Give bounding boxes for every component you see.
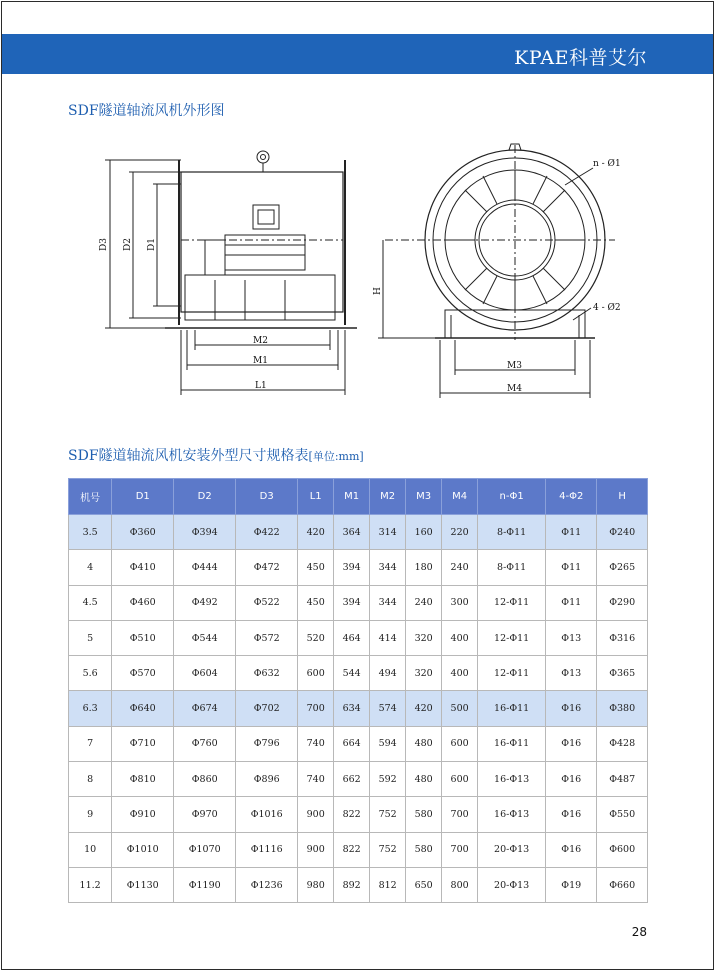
header-banner <box>2 34 713 74</box>
label-m1: M1 <box>253 356 268 366</box>
table-cell: 12-Φ11 <box>478 585 546 620</box>
label-n-phi1: n - Ø1 <box>593 159 621 169</box>
table-cell: Φ910 <box>112 797 174 832</box>
table-cell: 7 <box>69 726 112 761</box>
table-cell: 740 <box>298 726 334 761</box>
table-cell: 892 <box>334 867 370 902</box>
table-cell: 634 <box>334 691 370 726</box>
label-m4: M4 <box>507 384 522 394</box>
table-cell: Φ896 <box>236 762 298 797</box>
table-unit: [单位:mm] <box>308 450 364 463</box>
label-d2: D2 <box>123 238 133 251</box>
table-cell: 5.6 <box>69 656 112 691</box>
table-cell: 980 <box>298 867 334 902</box>
table-cell: Φ410 <box>112 550 174 585</box>
table-cell: Φ240 <box>597 515 648 550</box>
table-cell: Φ760 <box>174 726 236 761</box>
table-cell: 800 <box>442 867 478 902</box>
table-body <box>69 515 648 903</box>
table-title-text: SDF隧道轴流风机安装外型尺寸规格表 <box>68 448 309 464</box>
table-cell: 20-Φ13 <box>478 867 546 902</box>
label-d1: D1 <box>147 238 157 251</box>
table-cell: Φ1130 <box>112 867 174 902</box>
table-cell: 600 <box>442 762 478 797</box>
front-view <box>378 144 615 398</box>
table-cell: Φ11 <box>546 585 597 620</box>
table-cell: 500 <box>442 691 478 726</box>
label-d3: D3 <box>99 238 109 251</box>
table-cell: 300 <box>442 585 478 620</box>
table-cell: 594 <box>370 726 406 761</box>
table-row <box>69 762 648 797</box>
table-cell: 394 <box>334 550 370 585</box>
table-cell: Φ316 <box>597 620 648 655</box>
table-cell: Φ522 <box>236 585 298 620</box>
brand-name: KPAE科普艾尔 <box>514 47 647 69</box>
label-4-phi2: 4 - Ø2 <box>593 303 621 313</box>
table-cell: 822 <box>334 797 370 832</box>
table-cell: 180 <box>406 550 442 585</box>
table-cell: Φ19 <box>546 867 597 902</box>
table-row <box>69 656 648 691</box>
column-header: M4 <box>442 479 478 515</box>
table-cell: 16-Φ13 <box>478 762 546 797</box>
table-cell: 8-Φ11 <box>478 515 546 550</box>
column-header: D3 <box>236 479 298 515</box>
column-header: D2 <box>174 479 236 515</box>
table-cell: 320 <box>406 620 442 655</box>
table-cell: Φ444 <box>174 550 236 585</box>
table-cell: 6.3 <box>69 691 112 726</box>
table-cell: 400 <box>442 620 478 655</box>
table-cell: Φ544 <box>174 620 236 655</box>
table-cell: Φ632 <box>236 656 298 691</box>
table-cell: 520 <box>298 620 334 655</box>
table-cell: 20-Φ13 <box>478 832 546 867</box>
table-cell: 574 <box>370 691 406 726</box>
table-cell: Φ380 <box>597 691 648 726</box>
column-header: D1 <box>112 479 174 515</box>
table-cell: 314 <box>370 515 406 550</box>
table-cell: 414 <box>370 620 406 655</box>
table-cell: 544 <box>334 656 370 691</box>
table-cell: 450 <box>298 585 334 620</box>
table-cell: 464 <box>334 620 370 655</box>
table-cell: Φ16 <box>546 832 597 867</box>
drawing-title: SDF隧道轴流风机外形图 <box>68 103 225 119</box>
table-cell: 10 <box>69 832 112 867</box>
table-title <box>68 445 364 465</box>
table-cell: Φ422 <box>236 515 298 550</box>
column-header: n-Φ1 <box>478 479 546 515</box>
table-cell: 420 <box>406 691 442 726</box>
table-cell: 420 <box>298 515 334 550</box>
table-row <box>69 691 648 726</box>
column-header: 4-Φ2 <box>546 479 597 515</box>
table-cell: 400 <box>442 656 478 691</box>
table-cell: Φ1070 <box>174 832 236 867</box>
table-cell: 664 <box>334 726 370 761</box>
table-cell: Φ290 <box>597 585 648 620</box>
table-cell: 752 <box>370 797 406 832</box>
label-h: H <box>373 287 383 295</box>
table-cell: 11.2 <box>69 867 112 902</box>
table-cell: Φ460 <box>112 585 174 620</box>
table-cell: 900 <box>298 832 334 867</box>
table-cell: 12-Φ11 <box>478 620 546 655</box>
table-cell: Φ702 <box>236 691 298 726</box>
table-row <box>69 867 648 902</box>
fan-outline-drawing <box>95 140 655 405</box>
table-cell: Φ428 <box>597 726 648 761</box>
table-cell: Φ394 <box>174 515 236 550</box>
table-cell: Φ11 <box>546 515 597 550</box>
table-cell: 812 <box>370 867 406 902</box>
table-cell: Φ360 <box>112 515 174 550</box>
table-cell: 16-Φ11 <box>478 726 546 761</box>
table-cell: Φ810 <box>112 762 174 797</box>
table-cell: 12-Φ11 <box>478 656 546 691</box>
table-cell: 700 <box>442 832 478 867</box>
label-m3: M3 <box>507 361 522 371</box>
table-cell: 344 <box>370 585 406 620</box>
table-cell: Φ796 <box>236 726 298 761</box>
column-header: L1 <box>298 479 334 515</box>
table-cell: Φ550 <box>597 797 648 832</box>
table-cell: 4 <box>69 550 112 585</box>
table-cell: 822 <box>334 832 370 867</box>
column-header: M1 <box>334 479 370 515</box>
table-cell: Φ16 <box>546 797 597 832</box>
table-cell: 650 <box>406 867 442 902</box>
table-cell: 480 <box>406 726 442 761</box>
table-cell: 480 <box>406 762 442 797</box>
fan-drawing-svg <box>95 140 655 405</box>
table-cell: Φ510 <box>112 620 174 655</box>
table-cell: Φ1190 <box>174 867 236 902</box>
table-cell: 662 <box>334 762 370 797</box>
table-cell: Φ970 <box>174 797 236 832</box>
table-cell: Φ604 <box>174 656 236 691</box>
table-cell: 740 <box>298 762 334 797</box>
table-cell: 344 <box>370 550 406 585</box>
table-row <box>69 585 648 620</box>
column-header: 机号 <box>69 479 112 515</box>
table-cell: Φ16 <box>546 726 597 761</box>
column-header: M3 <box>406 479 442 515</box>
table-cell: 494 <box>370 656 406 691</box>
side-view <box>105 151 357 395</box>
table-cell: 700 <box>442 797 478 832</box>
table-cell: 600 <box>298 656 334 691</box>
table-cell: 240 <box>406 585 442 620</box>
table-cell: Φ11 <box>546 550 597 585</box>
table-cell: 900 <box>298 797 334 832</box>
table-cell: Φ13 <box>546 620 597 655</box>
table-cell: Φ16 <box>546 762 597 797</box>
table-cell: Φ710 <box>112 726 174 761</box>
column-header: M2 <box>370 479 406 515</box>
table-row <box>69 550 648 585</box>
table-cell: 240 <box>442 550 478 585</box>
table-cell: 450 <box>298 550 334 585</box>
table-cell: 3.5 <box>69 515 112 550</box>
table-cell: 364 <box>334 515 370 550</box>
table-cell: 16-Φ11 <box>478 691 546 726</box>
table-cell: Φ570 <box>112 656 174 691</box>
table-cell: 394 <box>334 585 370 620</box>
table-cell: 700 <box>298 691 334 726</box>
table-cell: Φ492 <box>174 585 236 620</box>
table-cell: Φ674 <box>174 691 236 726</box>
table-cell: Φ572 <box>236 620 298 655</box>
table-cell: Φ265 <box>597 550 648 585</box>
table-cell: 592 <box>370 762 406 797</box>
table-cell: Φ365 <box>597 656 648 691</box>
table-row <box>69 620 648 655</box>
table-cell: Φ1016 <box>236 797 298 832</box>
table-cell: 160 <box>406 515 442 550</box>
table-cell: Φ600 <box>597 832 648 867</box>
label-m2: M2 <box>253 336 268 346</box>
page-number: 28 <box>631 925 647 939</box>
table-cell: 320 <box>406 656 442 691</box>
table-cell: Φ1236 <box>236 867 298 902</box>
table-row <box>69 832 648 867</box>
table-cell: 4.5 <box>69 585 112 620</box>
table-cell: 220 <box>442 515 478 550</box>
table-cell: 8-Φ11 <box>478 550 546 585</box>
table-cell: Φ16 <box>546 691 597 726</box>
table-cell: 600 <box>442 726 478 761</box>
table-cell: Φ487 <box>597 762 648 797</box>
column-header: H <box>597 479 648 515</box>
table-cell: Φ640 <box>112 691 174 726</box>
label-l1: L1 <box>255 381 267 391</box>
table-cell: 8 <box>69 762 112 797</box>
table-cell: 9 <box>69 797 112 832</box>
table-row <box>69 797 648 832</box>
table-cell: Φ1010 <box>112 832 174 867</box>
table-cell: 752 <box>370 832 406 867</box>
table-cell: Φ13 <box>546 656 597 691</box>
table-row <box>69 515 648 550</box>
table-header-row <box>69 479 648 515</box>
table-cell: Φ660 <box>597 867 648 902</box>
table-cell: Φ1116 <box>236 832 298 867</box>
table-cell: 580 <box>406 832 442 867</box>
table-row <box>69 726 648 761</box>
table-cell: Φ860 <box>174 762 236 797</box>
table-cell: 580 <box>406 797 442 832</box>
table-cell: 5 <box>69 620 112 655</box>
spec-table <box>68 478 648 903</box>
table-cell: 16-Φ13 <box>478 797 546 832</box>
table-cell: Φ472 <box>236 550 298 585</box>
